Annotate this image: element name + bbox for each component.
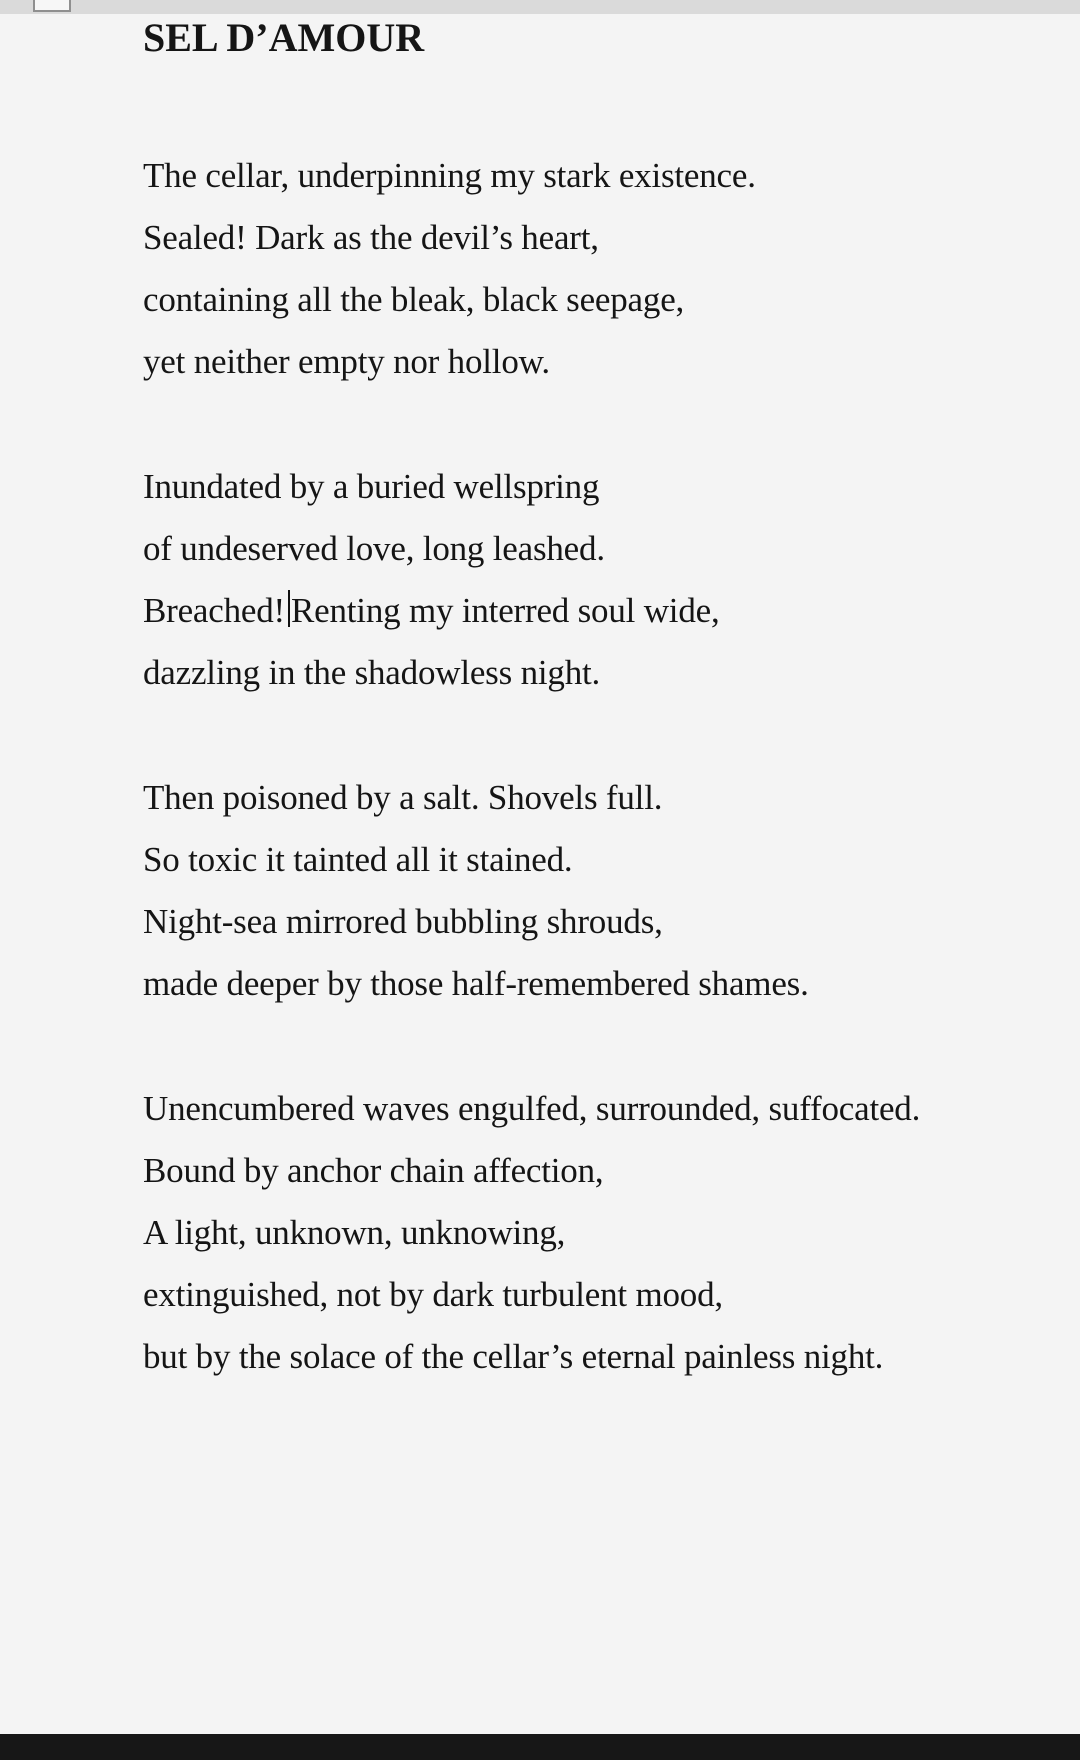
poem-line-before-cursor: Breached! xyxy=(143,591,285,630)
document-page[interactable] xyxy=(0,14,1080,1734)
poem-line: Bound by anchor chain affection, xyxy=(143,1151,604,1190)
corner-control[interactable] xyxy=(33,0,71,12)
poem-line: Sealed! Dark as the devil’s heart, xyxy=(143,218,599,257)
poem-line-after-cursor: Renting my interred soul wide, xyxy=(291,591,720,630)
poem-line: Inundated by a buried wellspring xyxy=(143,467,600,506)
poem-line: extinguished, not by dark turbulent mood, xyxy=(143,1275,723,1314)
poem-line: but by the solace of the cellar’s eternal painless night. xyxy=(143,1337,884,1376)
poem-stanza-1 xyxy=(143,145,756,393)
poem-title: SEL D’AMOUR xyxy=(143,15,425,60)
poem-line: Night-sea mirrored bubbling shrouds, xyxy=(143,902,663,941)
poem-stanza-3 xyxy=(143,767,809,1015)
poem-stanza-4 xyxy=(143,1078,920,1388)
poem-line-with-cursor xyxy=(143,580,720,642)
poem-line: Then poisoned by a salt. Shovels full. xyxy=(143,778,663,817)
poem-line: of undeserved love, long leashed. xyxy=(143,529,605,568)
poem-line: yet neither empty nor hollow. xyxy=(143,342,550,381)
text-cursor xyxy=(288,590,290,627)
poem-line: containing all the bleak, black seepage, xyxy=(143,280,685,319)
poem-line: The cellar, underpinning my stark existence. xyxy=(143,156,756,195)
poem-line: So toxic it tainted all it stained. xyxy=(143,840,573,879)
poem-line: made deeper by those half-remembered shames. xyxy=(143,964,809,1003)
top-toolbar-strip xyxy=(0,0,1080,15)
poem-stanza-2 xyxy=(143,456,720,704)
poem-line: Unencumbered waves engulfed, surrounded, suffocated. xyxy=(143,1089,921,1128)
poem-line: dazzling in the shadowless night. xyxy=(143,653,601,692)
poem-line: A light, unknown, unknowing, xyxy=(143,1213,566,1252)
bottom-system-bar xyxy=(0,1734,1080,1760)
